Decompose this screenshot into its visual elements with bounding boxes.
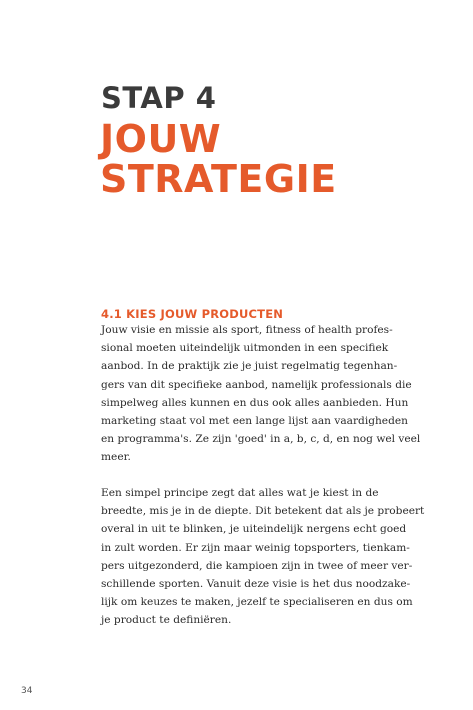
paragraph-line: schillende sporten. Vanuit deze visie is het dus noodzake- bbox=[101, 578, 411, 591]
title-line-1: JOUW bbox=[100, 117, 222, 161]
paragraph-line: meer. bbox=[101, 451, 131, 464]
paragraph-line: overal in uit te blinken, je uiteindelijk nergens echt goed bbox=[101, 523, 407, 536]
paragraph-line: sional moeten uiteindelijk uitmonden in een specifiek bbox=[101, 342, 389, 355]
paragraph-line: gers van dit specifieke aanbod, namelijk professionals die bbox=[101, 378, 412, 391]
paragraph-line: aanbod. In de praktijk zie je juist regelmatig tegenhan- bbox=[101, 360, 398, 373]
paragraph-line: simpelweg alles kunnen en dus ook alles aanbieden. Hun bbox=[101, 396, 409, 409]
body-paragraph-2 bbox=[101, 484, 431, 630]
paragraph-line: je product te definiëren. bbox=[101, 614, 232, 627]
title-line-2: STRATEGIE bbox=[100, 157, 337, 201]
paragraph-line: in zult worden. Er zijn maar weinig topsporters, tienkam- bbox=[101, 541, 410, 554]
body-paragraph-1 bbox=[101, 321, 431, 467]
section-heading: 4.1 KIES JOUW PRODUCTEN bbox=[101, 307, 284, 321]
paragraph-line: breedte, mis je in de diepte. Dit betekent dat als je probeert bbox=[101, 505, 425, 518]
paragraph-line: lijk om keuzes te maken, jezelf te specialiseren en dus om bbox=[101, 596, 413, 609]
page-number: 34 bbox=[21, 686, 33, 696]
page-title bbox=[100, 119, 337, 199]
paragraph-line: Jouw visie en missie als sport, fitness of health profes- bbox=[101, 324, 393, 336]
paragraph-line: marketing staat vol met een lange lijst aan vaardigheden bbox=[101, 415, 408, 428]
paragraph-line: pers uitgezonderd, die kampioen zijn in twee of meer ver- bbox=[101, 559, 413, 572]
paragraph-line: en programma's. Ze zijn 'goed' in a, b, c, d, en nog wel veel bbox=[101, 433, 421, 446]
step-label: STAP 4 bbox=[101, 81, 217, 115]
paragraph-line: Een simpel principe zegt dat alles wat je kiest in de bbox=[101, 487, 379, 499]
